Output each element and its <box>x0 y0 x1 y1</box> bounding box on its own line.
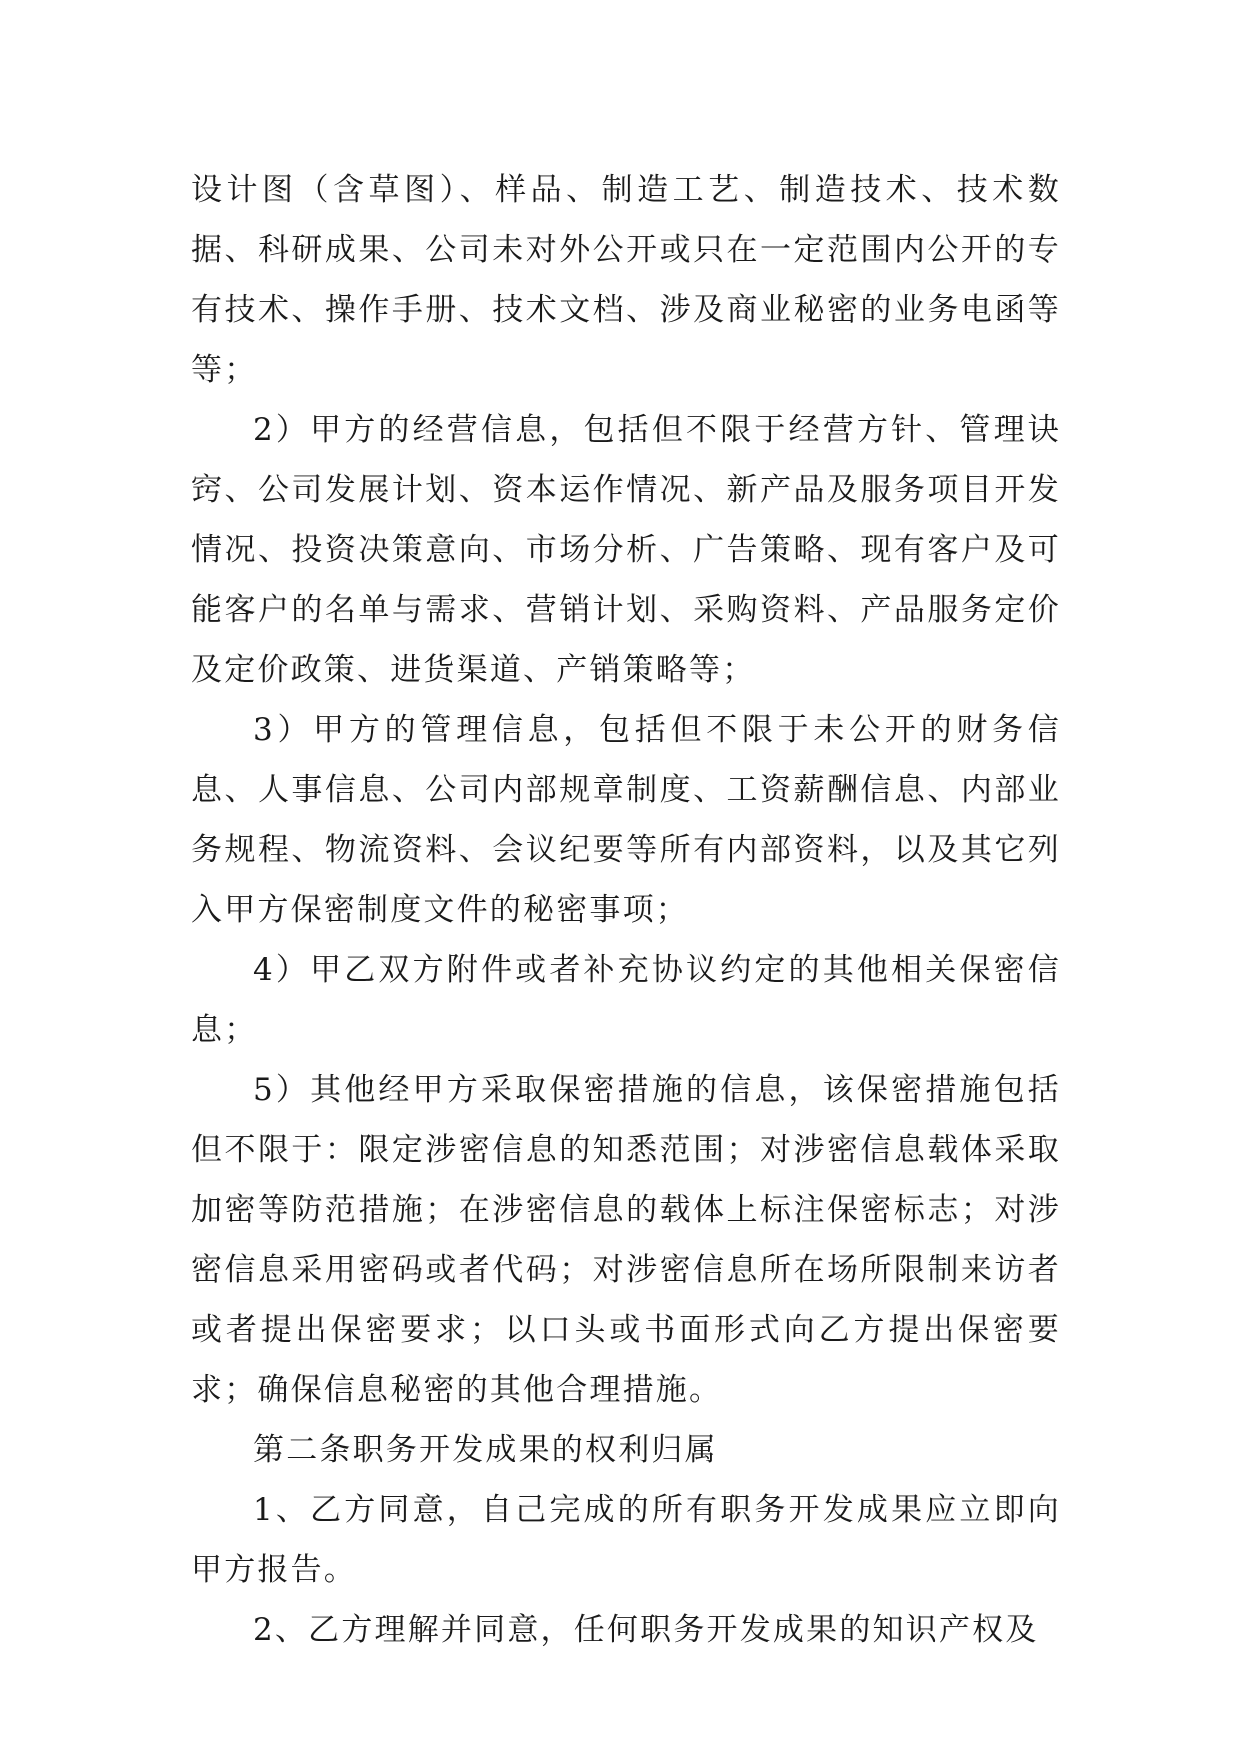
paragraph-clause-2: 2、乙方理解并同意，任何职务开发成果的知识产权及 <box>253 1612 1039 1648</box>
paragraph-item-5: 5）其他经甲方采取保密措施的信息，该保密措施包括但不限于：限定涉密信息的知悉范围；对涉密信息载体采取加密等防范措施；在涉密信息的载体上标注保密标志；对涉密信息采用密码或者代码；对涉密信息所在场所限制来访者或者提出保密要求；以口头或书面形式向乙方提出保密要求；确保信息秘密的其他合理措施。 <box>191 1072 1061 1408</box>
document-body <box>191 160 1061 1660</box>
paragraph-continuation: 设计图（含草图）、样品、制造工艺、制造技术、技术数据、科研成果、公司未对外公开或只在一定范围内公开的专有技术、操作手册、技术文档、涉及商业秘密的业务电函等等； <box>191 172 1061 388</box>
paragraph-clause-1: 1、乙方同意，自己完成的所有职务开发成果应立即向甲方报告。 <box>191 1492 1061 1588</box>
paragraph-item-3: 3）甲方的管理信息，包括但不限于未公开的财务信息、人事信息、公司内部规章制度、工资薪酬信息、内部业务规程、物流资料、会议纪要等所有内部资料，以及其它列入甲方保密制度文件的秘密事项； <box>191 712 1061 928</box>
paragraph-item-2: 2）甲方的经营信息，包括但不限于经营方针、管理诀窍、公司发展计划、资本运作情况、新产品及服务项目开发情况、投资决策意向、市场分析、广告策略、现有客户及可能客户的名单与需求、营销计划、采购资料、产品服务定价及定价政策、进货渠道、产销策略等； <box>191 412 1061 688</box>
section-heading-article-2: 第二条职务开发成果的权利归属 <box>253 1432 718 1468</box>
paragraph-item-4: 4）甲乙双方附件或者补充协议约定的其他相关保密信息； <box>191 952 1061 1048</box>
